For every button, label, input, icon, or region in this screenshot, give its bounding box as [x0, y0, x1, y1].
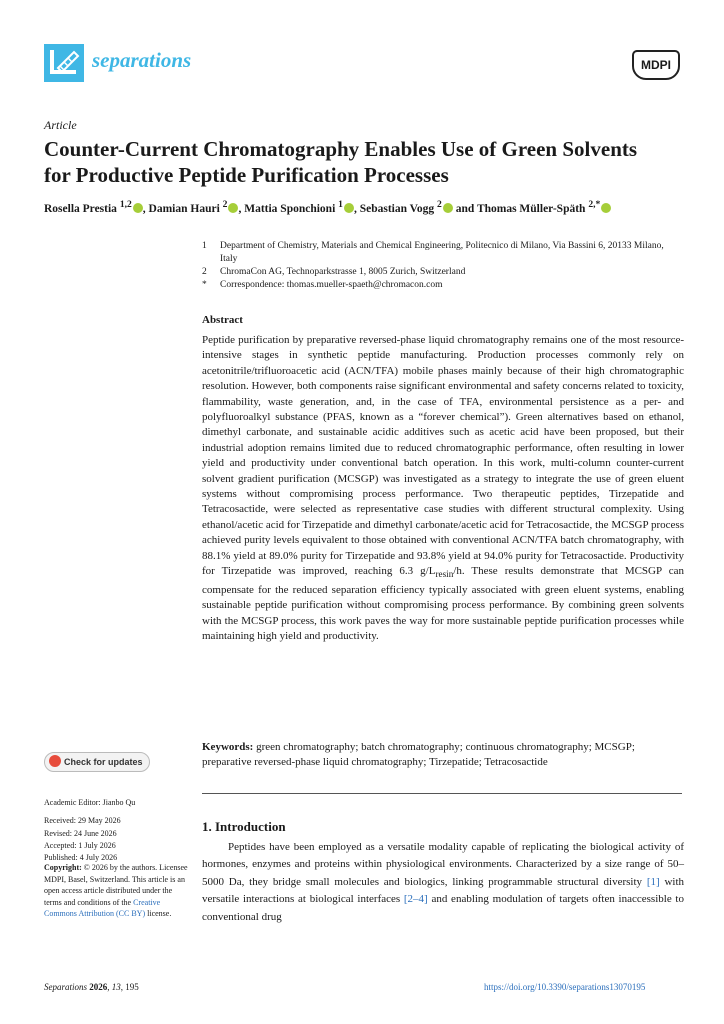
published-date: Published: 4 July 2026: [44, 853, 118, 862]
divider: [202, 793, 682, 794]
accepted-date: Accepted: 1 July 2026: [44, 841, 116, 850]
intro-paragraph: Peptides have been employed as a versatile modality capable of replicating the biological activity of hormones, enzymes and proteins within physiological environments. Characterized by a size range of 50–5000 Da, they bridge small molecules and biologics, linking programmable structural diversity [1] with versatile interactions at biological interfaces [2–4] and enabling modulation of targets often inaccessible to conventional drug: [202, 841, 685, 923]
author[interactable]: Thomas Müller-Späth $^{2,*}$: [477, 203, 611, 215]
section-heading: 1. Introduction: [202, 819, 286, 834]
orcid-icon[interactable]: [344, 203, 354, 213]
copyright-notice: Copyright: © 2026 by the authors. Licensee MDPI, Basel, Switzerland. This article is an open access article distributed under the terms and conditions of the Creative Commons Attribution (CC BY) license.: [44, 863, 188, 918]
abstract-text: Peptide purification by preparative reversed-phase liquid chromatography remains one of the most resource-intensive stages in synthetic peptide manufacturing. Production processes commonly rely on acetonitrile/trifluoroacetic acid (ACN/TFA) mobile phases mainly because of their high chromatographic resolution. However, both components raise significant environmental and safety concerns related to toxicity, flammability, waste generation, and, in the case of TFA, environmental persistence as a per- and polyfluoroalkyl substance (PFAS, known as a “forever chemical”). Green alternatives based on ethanol, dimethyl carbonate, and sustainable acidic additives such as acetic acid have been proposed, but their industrial adoption remains limited due to reduced chromatographic performance, often resulting in lower yield and productivity under conventional batch operation. In this work, multi-column counter-current solvent gradient purification (MCSGP) was investigated as a strategy to integrate the use of green eluent systems without compromising process performance. Two therapeutic peptides, Tirzepatide and Tetracosactide, were selected as representative case studies with different structural complexity. Using ethanol/acetic acid for Tirzepatide and dimethyl carbonate/acetic acid for Tetracosactide, the MCSGP process achieved purity levels equivalent to those obtained with conventional ACN/TFA batch chromatography, with 88.1% yield at 89.0% purity for Tirzepatide and 93.8% yield at 94.0% purity for Tetracosactide. Productivity for Tirzepatide was improved, reaching 6.3 $g/L_{resin}/h$. These results demonstrate that MCSGP can compensate for the reduced separation efficiency typically associated with green eluent systems, enabling sustainable peptide purification without compromising process performance. By combining green solvents with the MCSGP process, this work paves the way for more sustainable peptide purification processes while maintaining high yield and productivity.: [202, 334, 685, 642]
abstract-heading: Abstract: [202, 314, 243, 326]
academic-editor: Academic Editor: Jianbo Qu: [44, 798, 136, 807]
received-date: Received: 29 May 2026: [44, 816, 121, 825]
footer-citation: Separations 2026, 13, 195: [44, 982, 139, 992]
author[interactable]: Mattia Sponchioni $^1$: [244, 203, 354, 215]
article-title: Counter-Current Chromatography Enables Use of Green Solvents for Productive Peptide Purification Processes: [44, 137, 638, 187]
author[interactable]: Rosella Prestia $^{1,2}$: [44, 203, 143, 215]
doi-link[interactable]: https://doi.org/10.3390/separations13070195: [484, 982, 646, 992]
orcid-icon[interactable]: [601, 203, 611, 213]
keywords: Keywords: green chromatography; batch chromatography; continuous chromatography; MCSGP; preparative reversed-phase liquid chromatography; Tirzepatide; Tetracosactide: [202, 741, 635, 768]
citation-link[interactable]: [1]: [646, 875, 660, 888]
orcid-icon[interactable]: [443, 203, 453, 213]
author-list: Rosella Prestia $^{1,2}$ , Damian Hauri $^2$ , Mattia Sponchioni $^1$ , Sebastian Vogg $^2$ and Thomas Müller-Späth $^{2,*}$: [44, 199, 694, 215]
orcid-icon[interactable]: [228, 203, 238, 213]
author[interactable]: Damian Hauri $^2$: [149, 203, 239, 215]
update-icon: [49, 755, 61, 767]
affiliation-item: 2 ChromaCon AG, Technoparkstrasse 1, 8005 Zurich, Switzerland: [202, 267, 466, 277]
check-for-updates-button[interactable]: Check for updates: [44, 752, 150, 772]
revised-date: Revised: 24 June 2026: [44, 829, 117, 838]
author[interactable]: Sebastian Vogg $^2$: [360, 203, 453, 215]
publisher-logo: MDPI: [632, 50, 680, 80]
affiliations: [202, 240, 682, 292]
journal-name: separations: [92, 48, 192, 72]
license-link[interactable]: Creative Commons Attribution (CC BY): [44, 897, 161, 918]
affiliation-item: 1 Department of Chemistry, Materials and Chemical Engineering, Politecnico di Milano, Via Bassini 6, 20133 Milano, Italy: [202, 241, 664, 264]
correspondence: * Correspondence: thomas.mueller-spaeth@chromacon.com: [202, 280, 443, 290]
citation-link[interactable]: [2–4]: [403, 893, 428, 906]
separations-logo-icon: [44, 44, 84, 82]
article-type: Article: [44, 118, 77, 132]
orcid-icon[interactable]: [133, 203, 143, 213]
